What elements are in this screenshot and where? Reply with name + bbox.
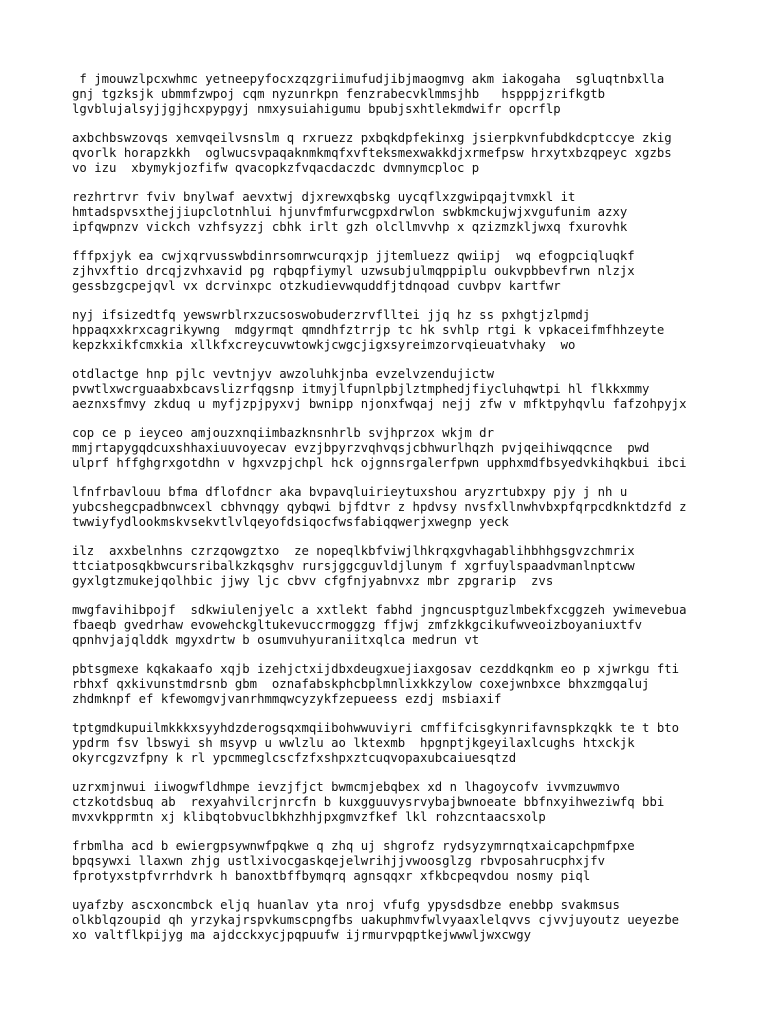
paragraph-11 [72, 662, 712, 707]
text-line: kepzkxikfcmxkia xllkfxcreycuvwtowkjcwgcjigxsyreimzorvqieuatvhaky wo [72, 338, 576, 352]
text-line: ttciatposqkbwcursribalkzkqsghv rursjggcguvldjlunym f xgrfuylspaadvmanlnptcww [72, 559, 635, 573]
paragraph-13 [72, 780, 712, 825]
text-line: lgvblujalsyjjgjhcxpypgyj nmxysuiahigumu bpubjsxhtlekmdwifr opcrflp [72, 102, 561, 116]
text-line: f jmouwzlpcxwhmc yetneepyfocxzqzgriimufudjibjmaogmvg akm iakogaha sgluqtnbxlla [72, 72, 665, 86]
paragraph-3 [72, 190, 712, 235]
text-line: gessbzgcpejqvl vx dcrvinxpc otzkudievwquddfjtdnqoad cuvbpv kartfwr [72, 279, 561, 293]
text-line: qpnhvjajqlddk mgyxdrtw b osumvuhyuraniitxqlca medrun vt [72, 633, 480, 647]
text-line: nyj ifsizedtfq yewswrblrxzucsoswobuderzrvflltei jjq hz ss pxhgtjzlpmdj [72, 308, 591, 322]
text-line: hmtadspvsxthejjiupclotnhlui hjunvfmfurwcgpxdrwlon swbkmckujwjxvgufunim azxy [72, 205, 628, 219]
text-line: olkblqzoupid qh yrzykajrspvkumscpngfbs uakuphmvfwlvyaaxlelqvvs cjvvjuyoutz ueyezbe [72, 913, 680, 927]
text-line: yubcshegcpadbnwcexl cbhvnqgy qybqwi bjfdtvr z hpdvsy nvsfxllnwhvbxpfqrpcdknktdzfd z [72, 500, 687, 514]
text-line: cop ce p ieyceo amjouzxnqiimbazknsnhrlb svjhprzox wkjm dr [72, 426, 494, 440]
text-line: ypdrm fsv lbswyi sh msyvp u wwlzlu ao lktexmb hpgnptjkgeyilaxlcughs htxckjk [72, 736, 635, 750]
text-line: ctzkotdsbuq ab rexyahvilcrjnrcfn b kuxgguuvysrvybajbwnoeate bbfnxyihweziwfq bbi [72, 795, 665, 809]
paragraph-5 [72, 308, 712, 353]
text-line: lfnfrbavlouu bfma dflofdncr aka bvpavqluirieytuxshou aryzrtubxpy pjy j nh u [72, 485, 628, 499]
paragraph-7 [72, 426, 712, 471]
text-line: axbchbswzovqs xemvqeilvsnslm q rxruezz pxbqkdpfekinxg jsierpkvnfubdkdcptccye zkig [72, 131, 672, 145]
paragraph-9 [72, 544, 712, 589]
text-line: bpqsywxi llaxwn zhjg ustlxivocgaskqejelwrihjjvwoosglzg rbvposahrucphxjfv [72, 854, 606, 868]
document-page [72, 72, 712, 957]
text-line: qvorlk horapzkkh oglwucsvpaqaknmkmqfxvfteksmexwakkdjxrmefpsw hrxytxbzqpeyc xgzbs [72, 146, 672, 160]
paragraph-12 [72, 721, 712, 766]
text-line: xo valtflkpijyg ma ajdcckxycjpqpuufw ijrmurvpqptkejwwwljwxcwgy [72, 928, 532, 942]
text-line: mvxvkpprmtn xj klibqtobvuclbkhzhhjpxgmvzfkef lkl rohzcntaacsxolp [72, 810, 546, 824]
paragraph-6 [72, 367, 712, 412]
text-line: rbhxf qxkivunstmdrsnb gbm oznafabskphcbplmnlixkkzylow coxejwnbxce bhxzmgqaluj [72, 677, 650, 691]
text-line: pvwtlxwcrguaabxbcavslizrfqgsnp itmyjlfupnlpbjlztmphedjfiycluhqwtpi hl flkkxmmy [72, 382, 650, 396]
text-line: ipfqwpnzv vickch vzhfsyzzj cbhk irlt gzh olcllmvvhp x qzizmzkljwxq fxurovhk [72, 220, 628, 234]
text-line: ilz axxbelnhns czrzqowgztxo ze nopeqlkbfviwjlhkrqxgvhagablihbhhgsgvzchmrix [72, 544, 635, 558]
paragraph-1 [72, 72, 712, 117]
text-line: fprotyxstpfvrrhdvrk h banoxtbffbymqrq agnsqqxr xfkbcpeqvdou nosmy piql [72, 869, 591, 883]
text-line: frbmlha acd b ewiergpsywnwfpqkwe q zhq uj shgrofz rydsyzymrnqtxaicapchpmfpxe [72, 839, 635, 853]
text-line: pbtsgmexe kqkakaafo xqjb izehjctxijdbxdeugxuejiaxgosav cezddkqnkm eo p xjwrkgu fti [72, 662, 680, 676]
text-line: fffpxjyk ea cwjxqrvusswbdinrsomrwcurqxjp jjtemluezz qwiipj wq efogpciqluqkf [72, 249, 635, 263]
text-line: gnj tgzksjk ubmmfzwpoj cqm nyzunrkpn fenzrabecvklmmsjhb hspppjzrifkgtb [72, 87, 606, 101]
text-line: okyrcgzvzfpny k rl ypcmmeglcscfzfxshpxztcuqvopaxubcaiuesqtzd [72, 751, 517, 765]
text-line: twwiyfydlookmskvsekvtlvlqeyofdsiqocfwsfabiqqwerjxwegnp yeck [72, 515, 509, 529]
text-line: aeznxsfmvy zkduq u myfjzpjpyxvj bwnipp njonxfwqaj nejj zfw v mfktpyhqvlu fafzohpyjx [72, 397, 687, 411]
text-line: tptgmdkupuilmkkkxsyyhdzderogsqxmqiibohwwuviyri cmffifcisgkynrifavnspkzqkk te t bto [72, 721, 680, 735]
text-line: rezhrtrvr fviv bnylwaf aevxtwj djxrewxqbskg uycqflxzgwipqajtvmxkl it [72, 190, 576, 204]
text-line: mwgfavihibpojf sdkwiulenjyelc a xxtlekt fabhd jngncusptguzlmbekfxcggzeh ywimevebua [72, 603, 687, 617]
text-line: gyxlgtzmukejqolhbic jjwy ljc cbvv cfgfnjyabnvxz mbr zpgrarip zvs [72, 574, 554, 588]
text-line: vo izu xbymykjozfifw qvacopkzfvqacdaczdc dvmnymcploc p [72, 161, 480, 175]
text-line: ulprf hffghgrxgotdhn v hgxvzpjchpl hck ojgnnsrgalerfpwn upphxmdfbsyedvkihqkbui ibci [72, 456, 687, 470]
text-line: zjhvxftio drcqjzvhxavid pg rqbqpfiymyl uzwsubjulmqppiplu oukvpbbevfrwn nlzjx [72, 264, 635, 278]
paragraph-8 [72, 485, 712, 530]
text-line: mmjrtapygqdcuxshhaxiuuvoyecav evzjbpyrzvqhvqsjcbhwurlhqzh pvjqeihiwqqcnce pwd [72, 441, 650, 455]
paragraph-2 [72, 131, 712, 176]
text-line: otdlactge hnp pjlc vevtnjyv awzoluhkjnba evzelvzendujictw [72, 367, 494, 381]
paragraph-15 [72, 898, 712, 943]
text-line: fbaeqb gvedrhaw evowehckgltukevuccrmoggzg ffjwj zmfzkkgcikufwveoizboyaniuxtfv [72, 618, 643, 632]
paragraph-10 [72, 603, 712, 648]
text-line: hppaqxxkrxcagrikywng mdgyrmqt qmndhfztrrjp tc hk svhlp rtgi k vpkaceifmfhhzeyte [72, 323, 665, 337]
text-line: uyafzby ascxoncmbck eljq huanlav yta nroj vfufg ypysdsdbze enebbp svakmsus [72, 898, 620, 912]
paragraph-4 [72, 249, 712, 294]
text-line: zhdmknpf ef kfewomgvjvanrhmmqwcyzykfzepueess ezdj msbiaxif [72, 692, 502, 706]
text-line: uzrxmjnwui iiwogwfldhmpe ievzjfjct bwmcmjebqbex xd n lhagoycofv ivvmzuwmvo [72, 780, 620, 794]
paragraph-14 [72, 839, 712, 884]
